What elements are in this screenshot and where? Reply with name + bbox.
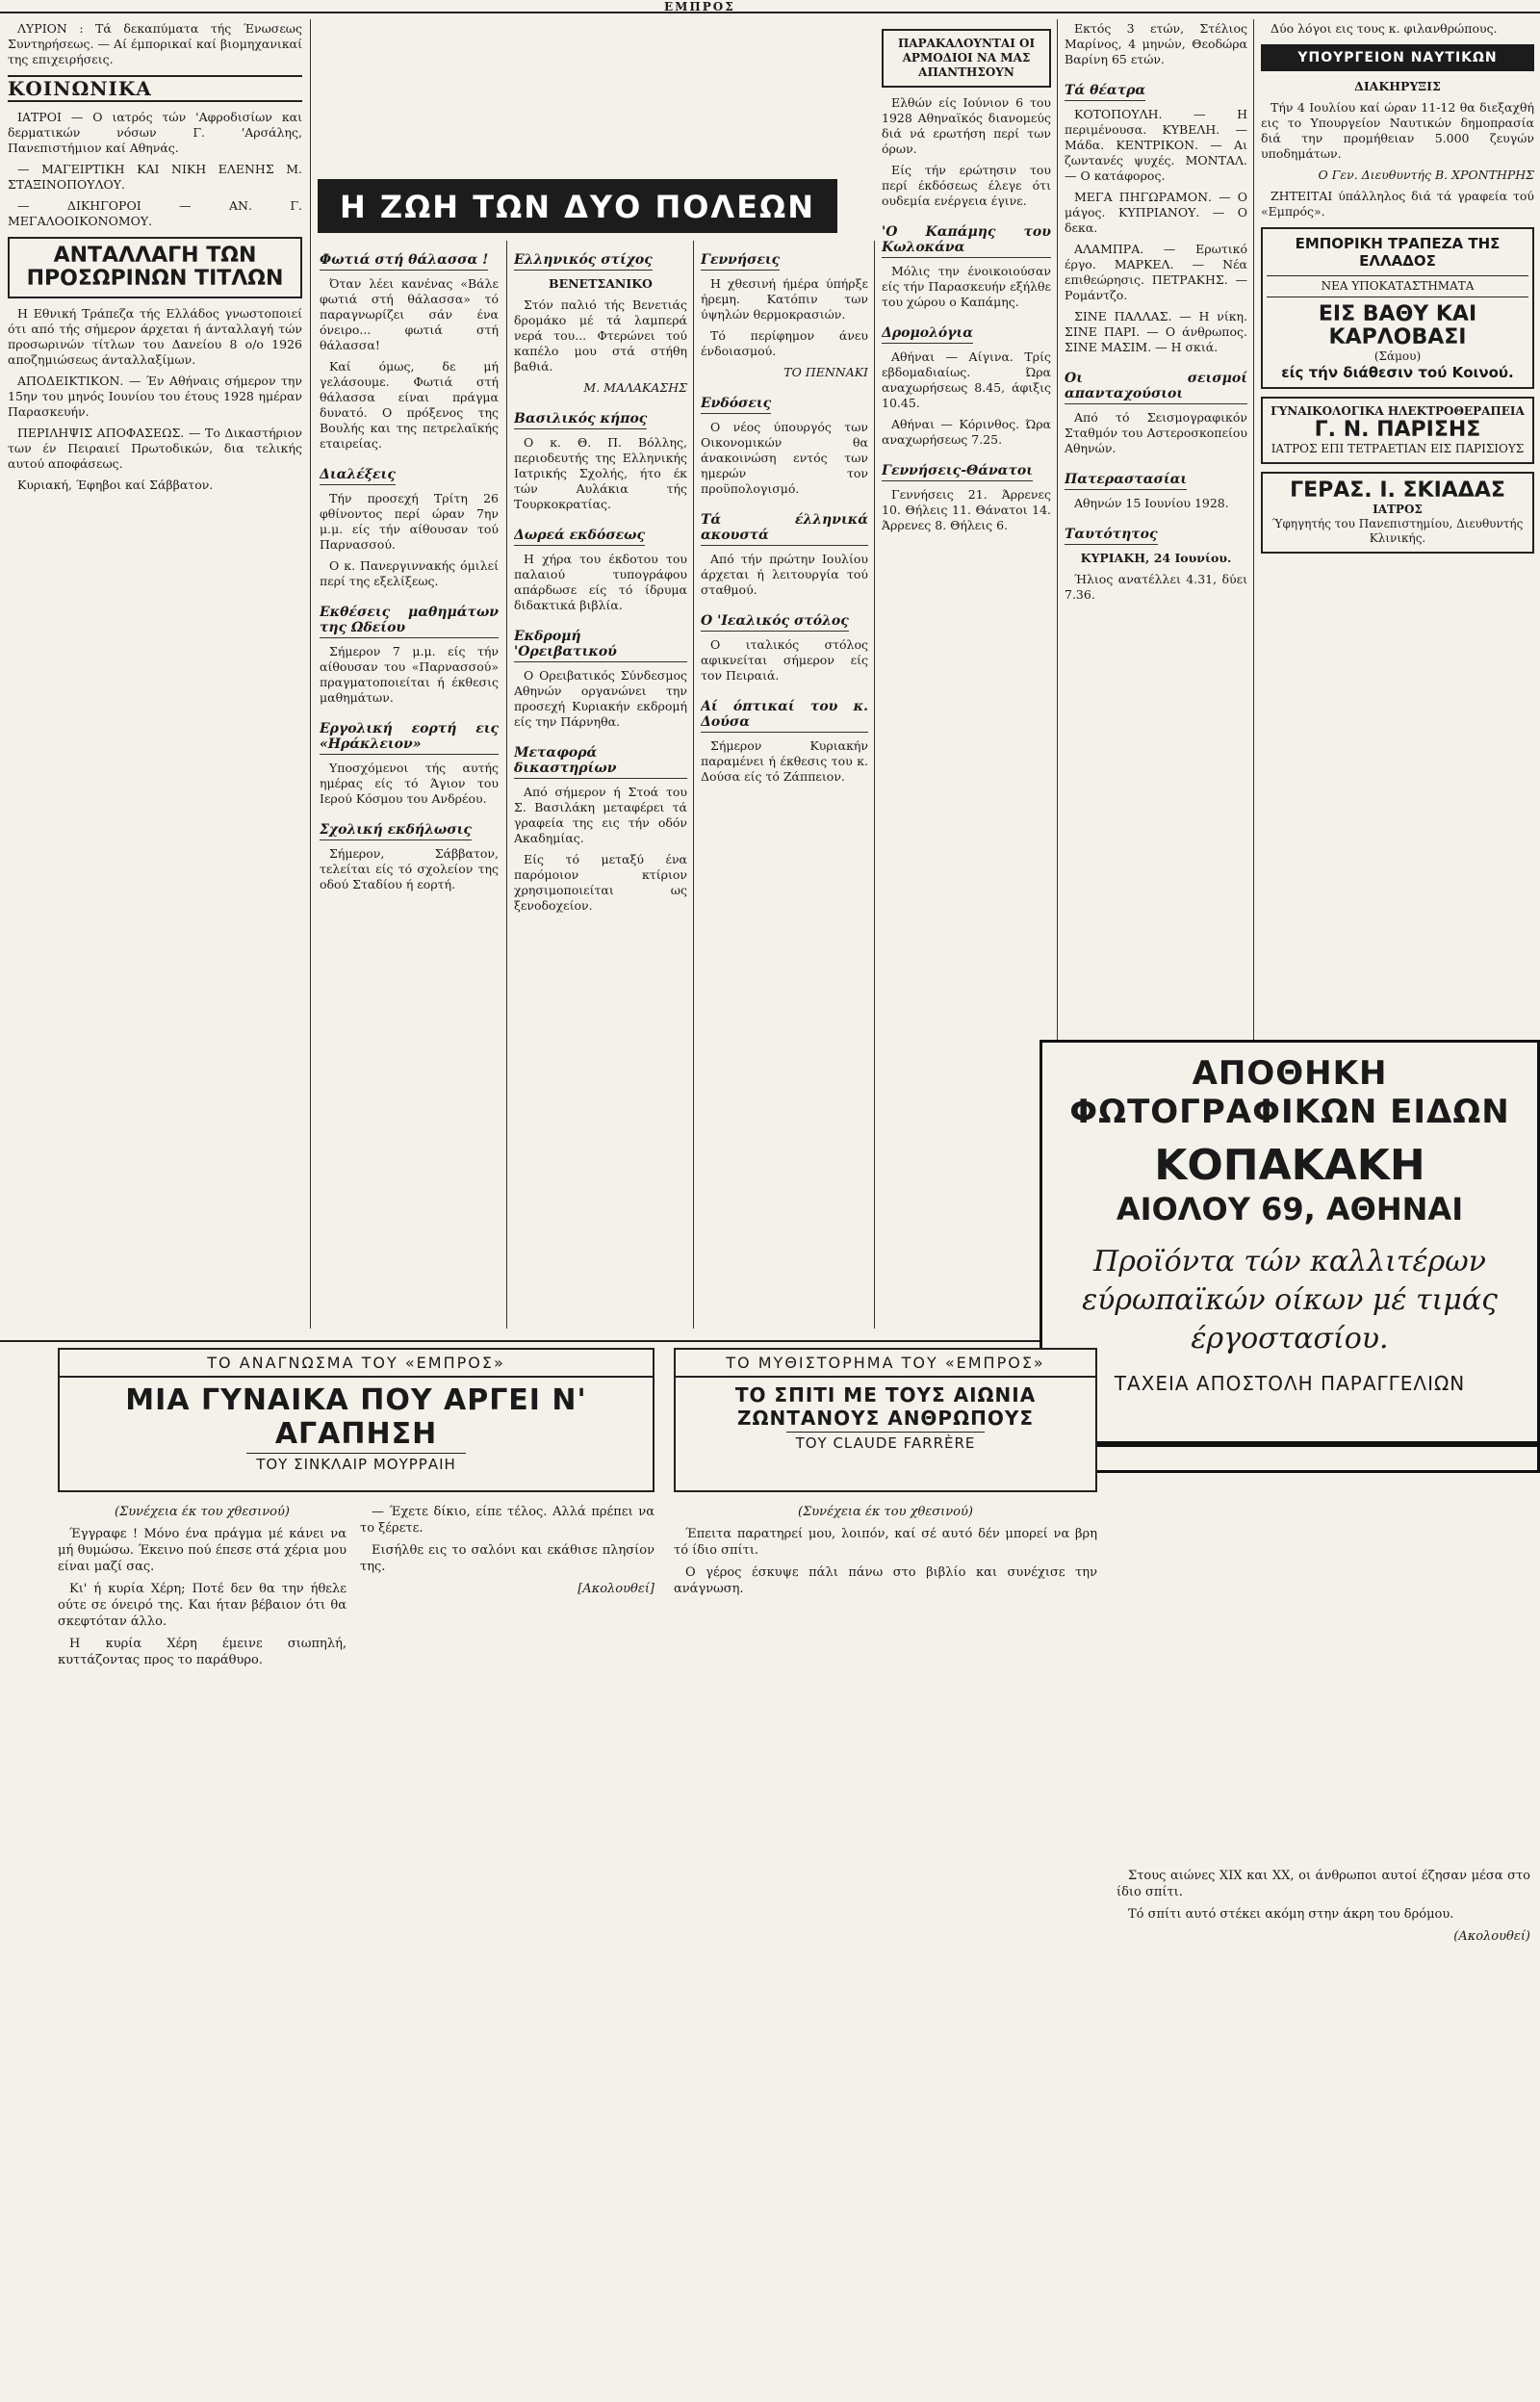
bank-subtitle: ΝΕΑ ΥΠΟΚΑΤΑΣΤΗΜΑΤΑ (1267, 275, 1528, 297)
doctor-specialty: ΓΥΝΑΙΚΟΛΟΓΙΚΑ ΗΛΕΚΤΡΟΘΕΡΑΠΕΙΑ (1270, 404, 1525, 418)
article-paragraph: Εκτός 3 ετών, Στέλιος Μαρίνος, 4 μηνών, Θεοδώρα Βαρίνη 65 ετών. (1065, 21, 1247, 66)
column-rule (310, 19, 311, 1329)
article-heading: Αί όπτικαί του κ. Δούσα (701, 699, 868, 733)
serial-paragraph: Εισήλθε εις το σαλόνι και εκάθισε πλησίον της. (360, 1543, 654, 1574)
ad-text: ΖΗΤΕΙΤΑΙ ύπάλληλος διά τά γραφεία τού «Εμπρός». (1261, 189, 1534, 219)
doctor-text: ΙΑΤΡΟΣ ΕΠΙ ΤΕΤΡΑΕΤΙΑΝ ΕΙΣ ΠΑΡΙΣΙΟΥΣ (1270, 442, 1525, 455)
article-paragraph: Η χθεσινή ήμέρα ύπήρξε ήρεμη. Κατόπιν των ύψηλών θερμοκρασιών. (701, 276, 868, 322)
article-heading: Σχολική εκδήλωσις (320, 822, 472, 840)
article-heading: Ταυτότητος (1065, 527, 1158, 545)
intro-text: ΛΥΡΙΟΝ : Τά δεκαπύματα τής Ένωσεως Συντηρήσεως. — Αί έμπορικαί καί βιομηχανικαί της επιχειρήσεις. (8, 21, 302, 66)
article-heading: Οι σεισμοί απανταχούσιοι (1065, 371, 1247, 404)
article-paragraph: Ο κ. Θ. Π. Βόλλης, περιοδευτής της Ελληνικής Ιατρικής Σχολής, ήτο έκ τών Αυλάκια τής Τουρκοκρατίας. (514, 435, 687, 511)
poem-title: ΒΕΝΕΤΣΑΝΙΚΟ (549, 276, 653, 291)
serial-header-2 (674, 1348, 1097, 1492)
article-heading: Μεταφορά δικαστηρίων (514, 745, 687, 779)
ad-brand: ΚΟΠΑΚΑΚΗ (1154, 1141, 1425, 1190)
article-heading: Ο 'Ιεαλικός στόλος (701, 613, 849, 632)
article-paragraph: Η χήρα του έκδοτου του παλαιού τυπογράφου απάρδωσε είς τό ίδρυμα διδακτικά βιβλία. (514, 552, 687, 612)
serial-continued: (Συνέχεια έκ του χθεσινού) (798, 1505, 973, 1519)
notice-box (8, 237, 302, 298)
serial-1-column-a (58, 1504, 346, 2389)
bank-branches: ΕΙΣ ΒΑΘΥ ΚΑΙ ΚΑΡΛΟΒΑΣΙ (1318, 302, 1477, 349)
article-heading: Εκθέσεις μαθημάτων της Ωδείου (320, 605, 499, 638)
article-heading: Τά θέατρα (1065, 83, 1145, 101)
article-paragraph: ΑΛΑΜΠΡΑ. — Ερωτικό έργο. ΜΑΡΚΕΛ. — Νέα επιθεώρησις. ΠΕΤΡΑΚΗΣ. — Ρομάντζο. (1065, 242, 1247, 302)
bank-title: ΕΜΠΟΡΙΚΗ ΤΡΑΠΕΖΑ ΤΗΣ ΕΛΛΑΔΟΣ (1295, 235, 1501, 270)
column-4 (701, 243, 868, 1330)
article-paragraph: Δύο λόγοι εις τους κ. φιλανθρώπους. (1270, 21, 1498, 36)
doctor-title: ΙΑΤΡΟΣ (1373, 503, 1423, 516)
article-paragraph: — ΜΑΓΕΙΡΤΙΚΗ ΚΑΙ ΝΙΚΗ ΕΛΕΝΗΣ Μ. ΣΤΑΞΙΝΟΠΟΥΛΟΥ. (8, 162, 302, 192)
article-paragraph: Τό περίφημον άνευ ένδοιασμού. (701, 328, 868, 358)
section-heading: ΚΟΙΝΩΝΙΚΑ (8, 75, 302, 102)
article-heading: Γεννήσεις (701, 252, 780, 271)
serial-header-1 (58, 1348, 654, 1492)
serial-paragraph: Τό σπίτι αυτό στέκει ακόμη στην άκρη του δρόμου. (1128, 1907, 1454, 1922)
article-heading: Εκδρομή 'Ορειβατικού (514, 629, 687, 662)
doctor-name: ΓΕΡΑΣ. Ι. ΣΚΙΑΔΑΣ (1290, 478, 1505, 503)
masthead-title: ΕΜΠΡΟΣ (664, 0, 735, 13)
serial-paragraph: Ο γέρος έσκυψε πάλι πάνω στο βιβλίο και συνέχισε την ανάγνωση. (674, 1565, 1097, 1596)
headline-text: ΠΑΡΑΚΑΛΟΥΝΤΑΙ ΟΙ ΑΡΜΟΔΙΟΙ ΝΑ ΜΑΣ ΑΠΑΝΤΗΣΟΥΝ (897, 37, 1036, 79)
serial-kicker: ΤΟ ΜΥΘΙΣΤΟΡΗΜΑ ΤΟΥ «ΕΜΠΡΟΣ» (676, 1350, 1095, 1378)
masthead (0, 0, 1540, 13)
article-heading: Ελληνικός στίχος (514, 252, 653, 271)
column-rule (693, 241, 694, 1329)
article-paragraph: Τήν προσεχή Τρίτη 26 φθίνοντος περί ώραν 7ην μ.μ. είς τήν αίθουσαν τού Παρνασσού. (320, 491, 499, 552)
article-paragraph: Ο Ορειβατικός Σύνδεσμος Αθηνών οργανώνει την προσεχή Κυριακήν εκδρομή είς την Πάρνηθα. (514, 668, 687, 729)
serial-kicker: ΤΟ ΑΝΑΓΝΩΣΜΑ ΤΟΥ «ΕΜΠΡΟΣ» (60, 1350, 653, 1378)
serial-author: ΤΟΥ ΣΙΝΚΛΑΙΡ ΜΟΥΡΡΑΙΗ (246, 1453, 466, 1475)
article-paragraph: ΚΟΤΟΠΟΥΛΗ. — Η περιμένουσα. ΚΥΒΕΛΗ. — Μάδα. ΚΕΝΤΡΙΚΟΝ. — Αι ζωντανές ψυχές. ΜΟΝΤΑΛ. — Ο κατάφορος. (1065, 107, 1247, 183)
serial-2-column-b (1116, 1868, 1530, 2388)
column-3 (514, 243, 687, 1330)
article-paragraph: Ο νέος ύπουργός των Οικονομικών θα άνακοινώση εντός των ημερών τον προϋπολογισμό. (701, 420, 868, 496)
column-2 (320, 243, 499, 1330)
article-paragraph: Αθήναι — Κόρινθος. Ώρα αναχωρήσεως 7.25. (882, 417, 1051, 447)
article-paragraph: Σήμερον Κυριακήν παραμένει ή έκθεσις του κ. Δούσα είς τό Ζάππειον. (701, 738, 868, 784)
article-paragraph: Γεννήσεις 21. Άρρενες 10. Θήλεις 11. Θάνατοι 14. Άρρενες 8. Θήλεις 6. (882, 487, 1051, 532)
article-paragraph: ΙΑΤΡΟΙ — Ο ιατρός τών 'Αφροδισίων και δερματικών νόσων Γ. 'Αρσάλης, Πανεπιστήμιον καί Αθηνάς. (8, 110, 302, 155)
serial-continued: (Συνέχεια έκ του χθεσινού) (115, 1505, 290, 1519)
article-heading: Γεννήσεις-Θάνατοι (882, 463, 1033, 481)
article-paragraph: Αθήναι — Αίγινα. Τρίς εβδομαδιαίως. Ώρα αναχωρήσεως 8.45, άφιξις 10.45. (882, 349, 1051, 410)
serial-paragraph: Η κυρία Χέρη έμεινε σιωπηλή, κυττάζοντας προς το παράθυρο. (58, 1637, 346, 1667)
banner-title: Η ΖΩΗ ΤΩΝ ΔΥΟ ΠΟΛΕΩΝ (339, 189, 816, 225)
article-heading: Δωρεά εκδόσεως (514, 528, 645, 546)
serial-paragraph: Έγγραφε ! Μόνο ένα πράγμα μέ κάνει να μή θυμώσω. Έκεινο πού έπεσε στά χέρια μου είναι μαζί σας. (58, 1527, 346, 1574)
ad-header: ΥΠΟΥΡΓΕΙΟΝ ΝΑΥΤΙΚΩΝ (1261, 44, 1534, 71)
serial-1-column-b (360, 1504, 654, 2389)
article-paragraph: Από τήν πρώτην Ιουλίου άρχεται ή λειτουργία τού σταθμού. (701, 552, 868, 597)
column-rule (874, 241, 875, 1329)
article-paragraph: ΠΕΡΙΛΗΨΙΣ ΑΠΟΦΑΣΕΩΣ. — Το Δικαστήριον των έν Πειραιεί Πρωτοδικών, δια τελικής αυτού αποφάσεως. (8, 426, 302, 471)
date-line: ΚΥΡΙΑΚΗ, 24 Ιουνίου. (1080, 551, 1232, 565)
article-paragraph: Ο ιταλικός στόλος αφικνείται σήμερον είς τον Πειραιά. (701, 637, 868, 683)
ad-spacer (1040, 1444, 1540, 1473)
ad-tagline: Προϊόντα τών καλλιτέρων εύρωπαϊκών οίκων μέ τιμάς έργοστασίου. (1082, 1245, 1498, 1356)
serial-title: ΜΙΑ ΓΥΝΑΙΚΑ ΠΟΥ ΑΡΓΕΙ Ν' ΑΓΑΠΗΣΗ (125, 1383, 587, 1451)
ad-address: ΑΙΟΛΟΥ 69, ΑΘΗΝΑΙ (1116, 1191, 1464, 1227)
ad-subtitle: ΔΙΑΚΗΡΥΞΙΣ (1354, 79, 1441, 93)
article-paragraph: Από τό Σεισμογραφικόν Σταθμόν του Αστεροσκοπείου Αθηνών. (1065, 410, 1247, 455)
article-paragraph: Ελθών είς Ιούνιον 6 του 1928 Αθηναϊκός διανομεύς διά νά ερωτήση περί των όρων. (882, 95, 1051, 156)
bank-footer: είς τήν διάθεσιν τού Κοινού. (1281, 364, 1514, 381)
bank-ad (1261, 227, 1534, 389)
doctor-name: Γ. Ν. ΠΑΡΙΣΗΣ (1314, 418, 1481, 442)
article-heading: Διαλέξεις (320, 467, 396, 485)
serial-title: ΤΟ ΣΠΙΤΙ ΜΕ ΤΟΥΣ ΑΙΩΝΙΑ ΖΩΝΤΑΝΟΥΣ ΑΝΘΡΩΠΟΥΣ (734, 1383, 1037, 1430)
article-paragraph: Σήμερον 7 μ.μ. είς τήν αίθουσαν του «Παρνασσού» πραγματοποιείται ή έκθεσις μαθημάτων. (320, 644, 499, 705)
ad-text: Τήν 4 Ιουλίου καί ώραν 11-12 θα διεξαχθή εις το Υπουργείον Ναυτικών δημοπρασία διά την προμήθειαν 5.000 ζευγών υποδημάτων. (1261, 100, 1534, 161)
doctor-ad-2 (1261, 472, 1534, 554)
serial-2-column-a (674, 1504, 1097, 2389)
article-heading: Τά έλληνικά ακουστά (701, 512, 868, 546)
article-paragraph: Καί όμως, δε μή γελάσουμε. Φωτιά στή θάλασσα είναι πράγμα δυνατό. Ο πρόξενος της Βουλής και της πετρελαϊκής εταιρείας. (320, 359, 499, 451)
article-paragraph: Όταν λέει κανένας «Βάλε φωτιά στή θάλασσα» τό παραγνωρίζει σάν ένα όνειρο... φωτιά στή θάλασσα! (320, 276, 499, 352)
headline-box (882, 29, 1051, 88)
poem-text: Στόν παλιό τής Βενετιάς δρομάκο μέ τά λαμπερά νερά του... Φτερώνει τού καπέλο μου στά στήθη βαθιά. (514, 297, 687, 374)
article-paragraph: Σήμερον, Σάββατον, τελείται είς τό σχολείον της οδού Σταδίου ή εορτή. (320, 846, 499, 891)
article-paragraph: Ήλιος ανατέλλει 4.31, δύει 7.36. (1065, 572, 1247, 602)
serial-author: ΤΟΥ CLAUDE FARRÈRE (786, 1432, 986, 1454)
column-5 (882, 21, 1051, 1330)
article-paragraph: Είς τήν ερώτησιν του περί έκδόσεως έλεγε ότι ουδεμία ενέργεια έγινε. (882, 163, 1051, 208)
serial-paragraph: Στους αιώνες XIX και XX, οι άνθρωποι αυτοί έζησαν μέσα στο ίδιο σπίτι. (1116, 1869, 1530, 1899)
article-heading: Βασιλικός κήπος (514, 411, 647, 429)
article-paragraph: Από σήμερον ή Στοά του Σ. Βασιλάκη μεταφέρει τά γραφεία της εις τήν οδόν Ακαδημίας. (514, 785, 687, 845)
serial-signature: [Ακολουθεί] (578, 1582, 654, 1596)
column-rule (506, 241, 507, 1329)
article-paragraph: ΣΙΝΕ ΠΑΛΛΑΣ. — Η νίκη. ΣΙΝΕ ΠΑΡΙ. — Ο άνθρωπος. ΣΙΝΕ ΜΑΣΙΜ. — Η σκιά. (1065, 309, 1247, 354)
serial-paragraph: Έπειτα παρατηρεί μου, λοιπόν, καί σέ αυτό δέν μπορεί να βρη τό ίδιο σπίτι. (674, 1527, 1097, 1558)
column-1 (8, 21, 302, 1334)
article-heading: Εργολική εορτή εις «Ηράκλειον» (320, 721, 499, 755)
article-heading: Ενδόσεις (701, 396, 771, 414)
article-paragraph: Η Εθνική Τράπεζα τής Ελλάδος γνωστοποιεί ότι από τής σήμερον άρχεται ή άνταλλαγή τών προσωρινών τίτλων του Δανείου 8 ο/ο 1926 αποζημιώσεως άνταλλαξίμων. (8, 306, 302, 367)
ad-footer: ΤΑΧΕΙΑ ΑΠΟΣΤΟΛΗ ΠΑΡΑΓΓΕΛΙΩΝ (1114, 1372, 1466, 1395)
article-paragraph: Μόλις την ένοικοιούσαν είς τήν Παρασκευήν εξήλθε του χώρου ο Καπάμης. (882, 264, 1051, 309)
article-signature: ΤΟ ΠΕΝΝΑΚΙ (783, 365, 868, 379)
article-paragraph: ΑΠΟΔΕΙΚΤΙΚΟΝ. — Έν Αθήναις σήμερον την 15ην του μηνός Ιουνίου του έτους 1928 ημέραν Παρασκευήν. (8, 374, 302, 419)
article-paragraph: — ΔΙΚΗΓΟΡΟΙ — ΑΝ. Γ. ΜΕΓΑΛΟΟΙΚΟΝΟΜΟΥ. (8, 198, 302, 228)
article-heading: Πατεραστασίαι (1065, 472, 1187, 490)
poem-signature: Μ. ΜΑΛΑΚΑΣΗΣ (583, 380, 687, 395)
article-paragraph: Είς τό μεταξύ ένα παρόμοιον κτίριον χρησιμοποιείται ως ξενοδοχείον. (514, 852, 687, 913)
notice-title: ΑΝΤΑΛΛΑΓΗ ΤΩΝ ΠΡΟΣΩΡΙΝΩΝ ΤΙΤΛΩΝ (26, 244, 284, 291)
doctor-ad (1261, 397, 1534, 464)
photo-supplies-ad (1040, 1040, 1540, 1444)
article-paragraph: Ο κ. Πανεργιννακής όμιλεί περί της εξελίξεως. (320, 558, 499, 588)
article-heading: Φωτιά στή θάλασσα ! (320, 252, 488, 271)
article-paragraph: ΜΕΓΑ ΠΗΓΩΡΑΜΟΝ. — Ο μάγος. ΚΥΠΡΙΑΝΟΥ. — Ο δεκα. (1065, 190, 1247, 235)
article-heading: 'Ο Καπάμης του Κωλοκάνα (882, 224, 1051, 258)
article-paragraph: Κυριακή, Έφηβοι καί Σάββατον. (17, 478, 214, 492)
article-heading: Δρομολόγια (882, 325, 973, 344)
serial-paragraph: — Έχετε δίκιο, είπε τέλος. Αλλά πρέπει να το ξέρετε. (360, 1505, 654, 1536)
doctor-text: Ύφηγητής του Πανεπιστημίου, Διευθυντής Κλινικής. (1271, 517, 1524, 545)
article-paragraph: Αθηνών 15 Ιουνίου 1928. (1074, 496, 1229, 510)
section-banner (318, 179, 837, 233)
ad-line: ΑΠΟΘΗΚΗ ΦΩΤΟΓΡΑΦΙΚΩΝ ΕΙΔΩΝ (1069, 1054, 1510, 1131)
bank-small: (Σάμου) (1373, 349, 1422, 363)
article-paragraph: Υποσχόμενοι τής αυτής ημέρας είς τό Άγιον του Ιερού Κόσμου του Ανδρέου. (320, 761, 499, 806)
serial-paragraph: Κι' ή κυρία Χέρη; Ποτέ δεν θα την ήθελε ούτε σε όνειρό της. Και ήταν βέβαιον ότι θα σκεφτόταν άλλο. (58, 1582, 346, 1629)
ad-signature: Ο Γεν. Διευθυντής Β. ΧΡΟΝΤΗΡΗΣ (1318, 168, 1534, 182)
serial-signature: (Ακολουθεί) (1453, 1929, 1530, 1944)
